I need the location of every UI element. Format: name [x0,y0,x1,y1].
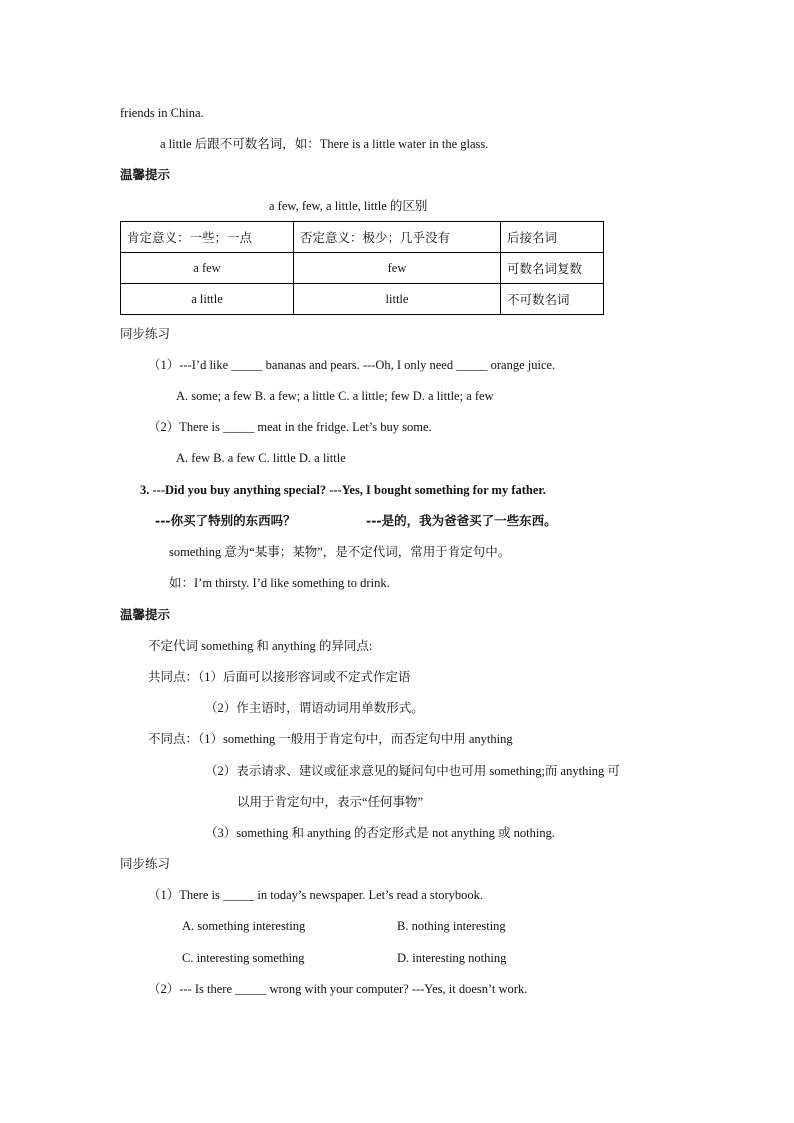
table-cell: few [294,253,501,284]
text-line: （3）something 和 anything 的否定形式是 not anything 或 nothing. [205,826,555,840]
table-header-cell: 否定意义：极少；几乎没有 [294,222,501,253]
answer-option: D. interesting nothing [397,951,507,965]
question: （2）There is _____ meat in the fridge. Let’s buy some. [148,420,432,434]
key-sentence-translation: ---是的，我为爸爸买了一些东西。 [366,513,557,528]
answer-options: A. some; a few B. a few; a little C. a little; few D. a little; a few [176,389,494,403]
text-line: 不定代词 something 和 anything 的异同点: [148,639,373,653]
text-line: （2）表示请求、建议或征求意见的疑问句中也可用 something;而 anything 可 [205,764,620,778]
section-heading: 同步练习 [120,327,171,341]
answer-option: B. nothing interesting [397,919,506,933]
text-line: something 意为“某事；某物”，是不定代词，常用于肯定句中。 [169,545,511,559]
table-cell: a little [121,284,294,315]
answer-option: C. interesting something [182,951,305,965]
section-heading: 温馨提示 [120,607,171,622]
table-row [121,253,604,284]
table-row [121,284,604,315]
question: （1）There is _____ in today’s newspaper. Let’s read a storybook. [148,888,483,902]
table-cell: 不可数名词 [501,284,604,315]
answer-options: A. few B. a few C. little D. a little [176,451,346,465]
text-line: 不同点：（1）something 一般用于肯定句中，而否定句中用 anything [148,732,513,746]
table-cell: 可数名词复数 [501,253,604,284]
table-header-row [121,222,604,253]
section-heading: 同步练习 [120,857,171,871]
table-cell: a few [121,253,294,284]
key-sentence-translation: ---你买了特别的东西吗？ [155,513,296,528]
text-line: 如：I’m thirsty. I’d like something to drink. [169,576,390,590]
comparison-table [120,221,604,315]
text-line: （2）作主语时，谓语动词用单数形式。 [205,701,424,715]
answer-option: A. something interesting [182,919,306,933]
section-heading: 温馨提示 [120,167,171,182]
table-caption: a few, few, a little, little 的区别 [269,199,428,213]
table-header-cell: 后接名词 [501,222,604,253]
key-sentence: 3. ---Did you buy anything special? ---Yes, I bought something for my father. [140,483,546,497]
text-line: a little 后跟不可数名词，如：There is a little water in the glass. [160,137,489,151]
question: （1）---I’d like _____ bananas and pears. ---Oh, I only need _____ orange juice. [148,358,556,372]
text-line: 以用于肯定句中，表示“任何事物” [237,795,424,809]
table-header-cell: 肯定意义：一些；一点 [121,222,294,253]
text-line: 共同点：（1）后面可以接形容词或不定式作定语 [148,670,411,684]
question: （2）--- Is there _____ wrong with your computer? ---Yes, it doesn’t work. [148,982,528,996]
table-cell: little [294,284,501,315]
text-line: friends in China. [120,106,204,120]
